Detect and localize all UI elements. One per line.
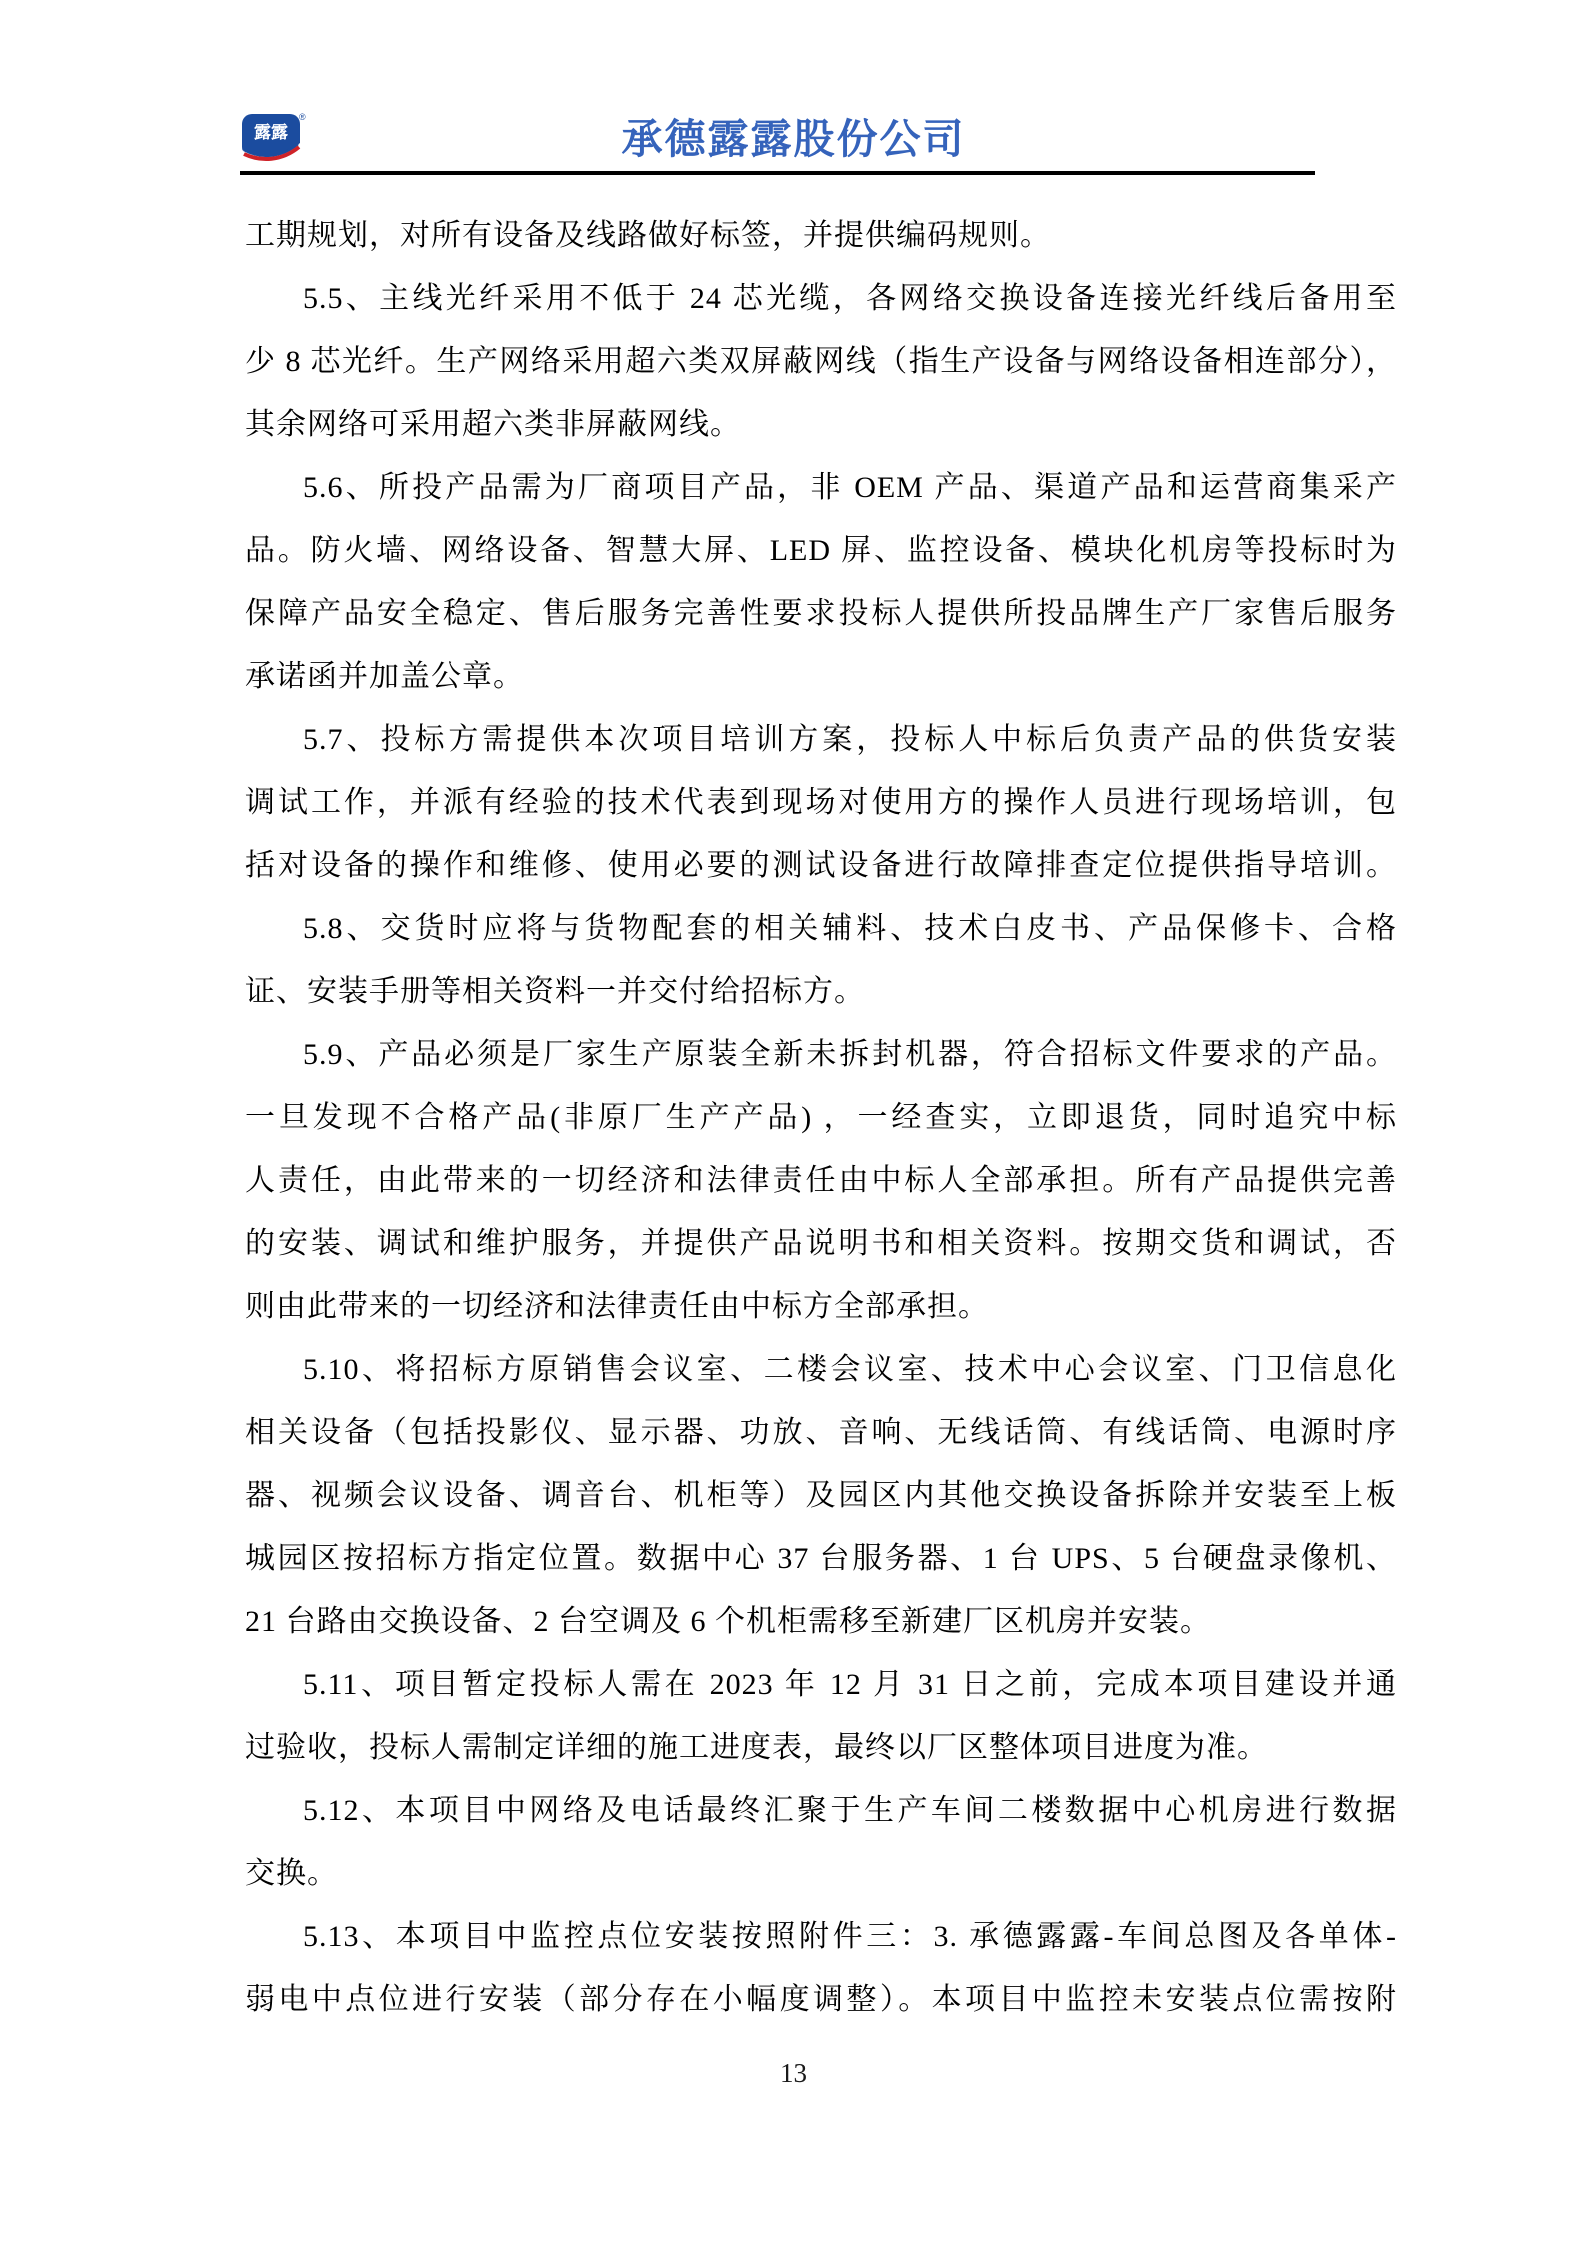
text-line-content: 交换。 [245, 1857, 338, 1890]
text-line-content: 工期规划，对所有设备及线路做好标签，并提供编码规则。 [245, 219, 1051, 252]
text-line [245, 1212, 1397, 1275]
text-line [245, 330, 1397, 393]
text-line [245, 582, 1397, 645]
text-line-content: 5.11、项目暂定投标人需在 2023 年 12 月 31 日之前，完成本项目建设并通 [303, 1668, 1397, 1701]
company-name-title: 承德露露股份公司 [621, 116, 966, 162]
text-line [245, 1716, 1397, 1779]
text-line-content: 5.8、交货时应将与货物配套的相关辅料、技术白皮书、产品保修卡、合格 [303, 912, 1397, 945]
text-line [245, 1842, 1397, 1905]
text-line [245, 393, 1397, 456]
text-line-content: 则由此带来的一切经济和法律责任由中标方全部承担。 [245, 1290, 989, 1323]
text-line-content: 5.10、将招标方原销售会议室、二楼会议室、技术中心会议室、门卫信息化 [303, 1353, 1397, 1386]
text-line [245, 1023, 1397, 1086]
text-line-content: 的安装、调试和维护服务，并提供产品说明书和相关资料。按期交货和调试，否 [245, 1227, 1397, 1260]
text-line [245, 645, 1397, 708]
text-line [245, 519, 1397, 582]
text-line [245, 960, 1397, 1023]
text-line-content: 证、安装手册等相关资料一并交付给招标方。 [245, 975, 865, 1008]
text-line-content: 过验收，投标人需制定详细的施工进度表，最终以厂区整体项目进度为准。 [245, 1731, 1268, 1764]
text-line-content: 其余网络可采用超六类非屏蔽网线。 [245, 408, 741, 441]
text-line [245, 1590, 1397, 1653]
text-line-content: 5.7、投标方需提供本次项目培训方案，投标人中标后负责产品的供货安装 [303, 723, 1397, 756]
text-line-content: 品。防火墙、网络设备、智慧大屏、LED 屏、监控设备、模块化机房等投标时为 [245, 534, 1397, 567]
text-line [245, 456, 1397, 519]
text-line [245, 1086, 1397, 1149]
text-line-content: 5.5、主线光纤采用不低于 24 芯光缆，各网络交换设备连接光纤线后备用至 [303, 282, 1397, 315]
text-line-content: 调试工作，并派有经验的技术代表到现场对使用方的操作人员进行现场培训，包 [245, 786, 1397, 819]
text-line [245, 1905, 1397, 1968]
page-number: 13 [780, 2058, 807, 2088]
text-line-content: 保障产品安全稳定、售后服务完善性要求投标人提供所投品牌生产厂家售后服务 [245, 597, 1397, 630]
text-line-content: 承诺函并加盖公章。 [245, 660, 524, 693]
text-line [245, 1653, 1397, 1716]
text-line [245, 897, 1397, 960]
text-line [245, 1338, 1397, 1401]
text-line [245, 1968, 1397, 2031]
text-line-content: 5.12、本项目中网络及电话最终汇聚于生产车间二楼数据中心机房进行数据 [303, 1794, 1397, 1827]
text-line-content: 弱电中点位进行安装（部分存在小幅度调整）。本项目中监控未安装点位需按附 [245, 1983, 1397, 2016]
text-line [245, 267, 1397, 330]
text-line-content: 5.6、所投产品需为厂商项目产品，非 OEM 产品、渠道产品和运营商集采产 [303, 471, 1397, 504]
text-line [245, 1527, 1397, 1590]
text-line-content: 人责任，由此带来的一切经济和法律责任由中标人全部承担。所有产品提供完善 [245, 1164, 1397, 1197]
text-line [245, 204, 1397, 267]
text-line-content: 5.13、本项目中监控点位安装按照附件三：3. 承德露露-车间总图及各单体- [303, 1920, 1397, 1953]
text-line [245, 1464, 1397, 1527]
text-line [245, 1779, 1397, 1842]
text-line-content: 21 台路由交换设备、2 台空调及 6 个机柜需移至新建厂区机房并安装。 [245, 1605, 1211, 1638]
text-line [245, 771, 1397, 834]
text-line-content: 城园区按招标方指定位置。数据中心 37 台服务器、1 台 UPS、5 台硬盘录像机、 [245, 1542, 1397, 1575]
text-line-content: 5.9、产品必须是厂家生产原装全新未拆封机器，符合招标文件要求的产品。 [303, 1038, 1397, 1071]
header-divider [240, 171, 1315, 175]
page-footer [0, 2058, 1587, 2089]
text-line-content: 相关设备（包括投影仪、显示器、功放、音响、无线话筒、有线话筒、电源时序 [245, 1416, 1397, 1449]
document-body [245, 204, 1397, 2031]
text-line [245, 1275, 1397, 1338]
text-line-content: 括对设备的操作和维修、使用必要的测试设备进行故障排查定位提供指导培训。 [245, 849, 1397, 882]
registered-trademark-icon: ® [299, 112, 306, 122]
text-line [245, 708, 1397, 771]
text-line-content: 一旦发现不合格产品(非原厂生产产品) ，一经查实，立即退货，同时追究中标 [245, 1101, 1397, 1134]
text-line-content: 少 8 芯光纤。生产网络采用超六类双屏蔽网线（指生产设备与网络设备相连部分）， [245, 345, 1397, 378]
logo-text: 露露 [254, 123, 288, 142]
text-line [245, 834, 1397, 897]
text-line [245, 1149, 1397, 1212]
text-line-content: 器、视频会议设备、调音台、机柜等）及园区内其他交换设备拆除并安装至上板 [245, 1479, 1397, 1512]
text-line [245, 1401, 1397, 1464]
